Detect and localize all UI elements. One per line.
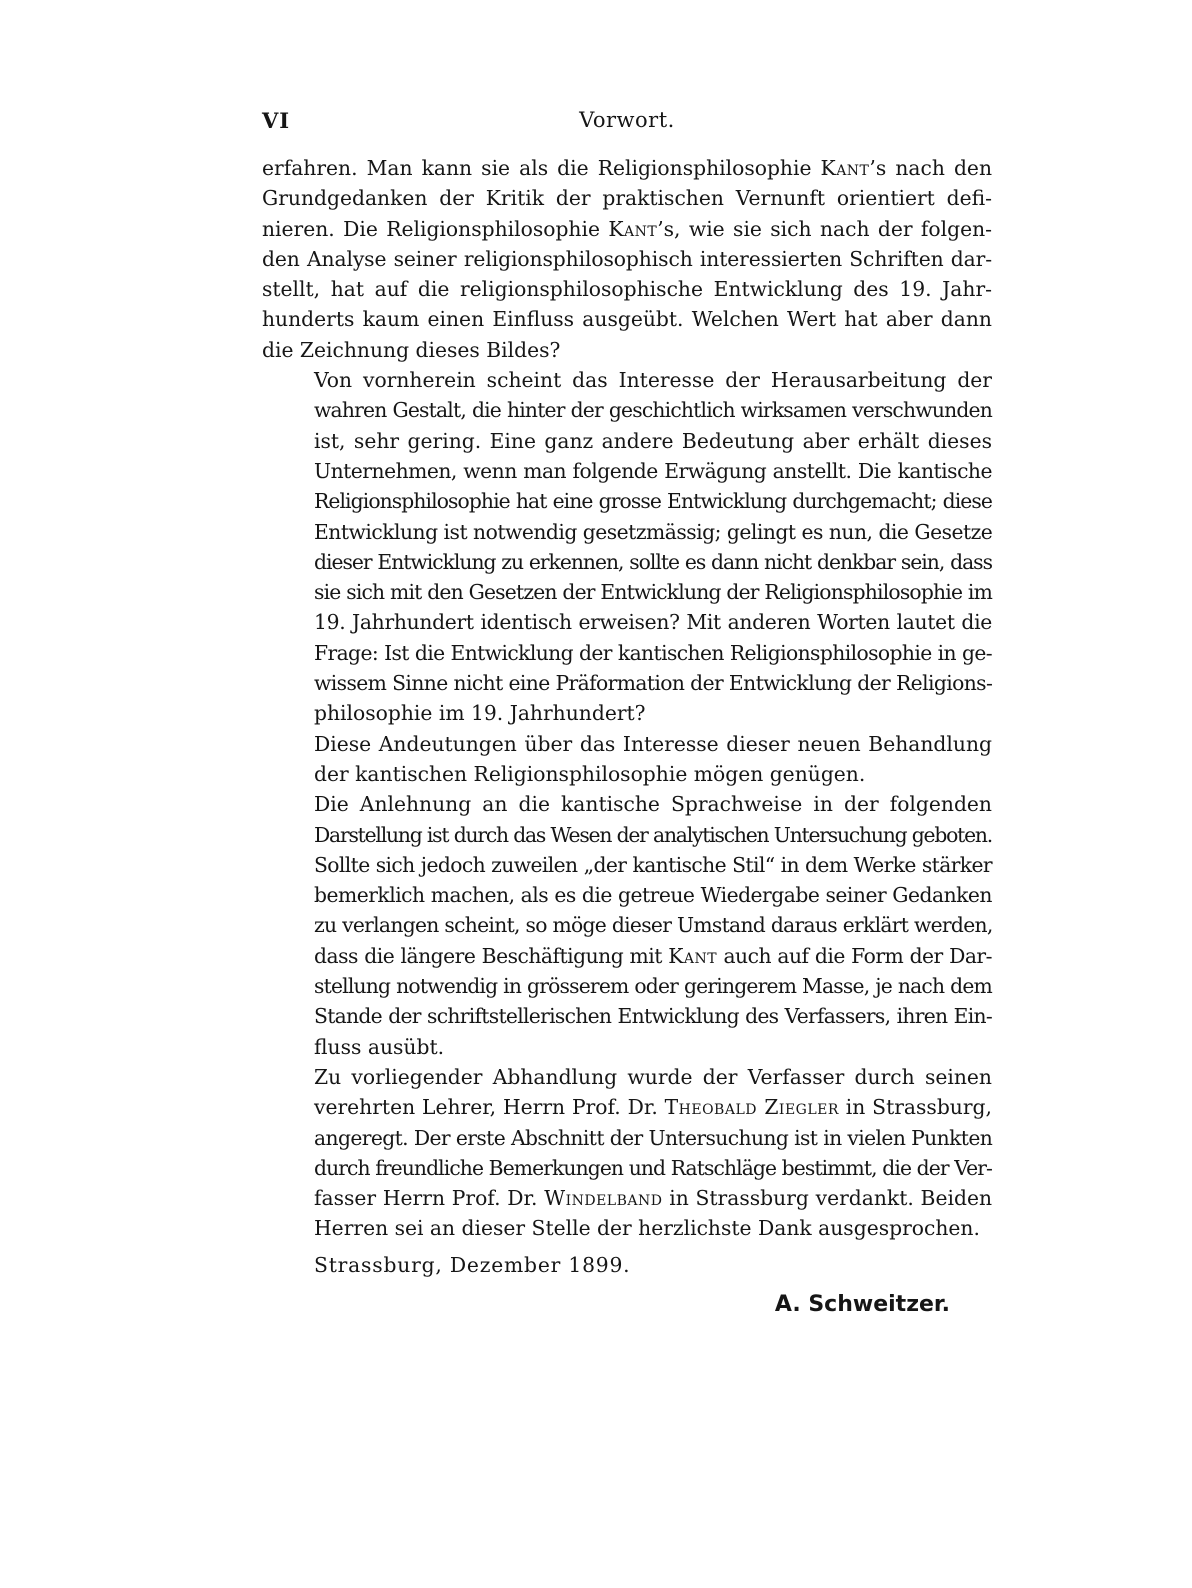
text-line: nieren. Die Religionsphilosophie Kant’s, wie sie sich nach der folgen- [262,216,992,241]
text-line: stellung notwendig in grösserem oder geringerem Masse, je nach dem [314,974,992,999]
text-line: Unternehmen, wenn man folgende Erwägung anstellt. Die kantische [314,458,992,483]
running-title: Vorwort. [579,108,675,132]
text-line: dieser Entwicklung zu erkennen, sollte es dann nicht denkbar sein, dass [314,549,992,574]
paragraph [262,153,992,365]
text-line: fasser Herrn Prof. Dr. Windelband in Strassburg verdankt. Beiden [314,1186,993,1211]
text-line: bemerklich machen, als es die getreue Wiedergabe seiner Gedanken [314,883,992,908]
text-line: Zu vorliegender Abhandlung wurde der Verfasser durch seinen [314,1064,992,1089]
text-line: Stande der schriftstellerischen Entwicklung des Verfassers, ihren Ein- [314,1004,992,1029]
text-line: Entwicklung ist notwendig gesetzmässig; gelingt es nun, die Gesetze [314,519,993,544]
text-line: verehrten Lehrer, Herrn Prof. Dr. Theobald Ziegler in Strassburg, [314,1095,992,1120]
name-smallcaps: Theobald Ziegler [664,1095,839,1120]
text-body [262,153,992,1320]
paragraph [262,729,992,790]
name-smallcaps: Kant [820,156,870,180]
text-line: Die Anlehnung an die kantische Sprachweise in der folgenden [314,792,992,817]
text-line: erfahren. Man kann sie als die Religionsphilosophie Kant’s nach den [262,156,993,180]
text-line: wahren Gestalt, die hinter der geschichtlich wirksamen verschwunden [314,398,992,423]
text-line: zu verlangen scheint, so möge dieser Umstand daraus erklärt werden, [314,913,993,938]
text-line: der kantischen Religionsphilosophie mögen genügen. [314,761,866,786]
text-line: Diese Andeutungen über das Interesse dieser neuen Behandlung [314,731,992,756]
signature: A. Schweitzer. [774,1291,950,1317]
text-line: durch freundliche Bemerkungen und Ratschläge bestimmt, die der Ver- [314,1155,992,1180]
page-number: VI [262,108,291,133]
name-smallcaps: Windelband [544,1186,663,1211]
text-line: Grundgedanken der Kritik der praktischen Vernunft orientiert defi- [262,186,992,211]
text-line: die Zeichnung dieses Bildes? [262,337,561,362]
text-line: Frage: Ist die Entwicklung der kantischen Religionsphilosophie in ge- [314,640,992,665]
text-line: hunderts kaum einen Einfluss ausgeübt. Welchen Wert hat aber dann [262,307,992,332]
paragraph [262,365,992,729]
text-line: Herren sei an dieser Stelle der herzlichste Dank ausgesprochen. [314,1216,980,1241]
text-line: philosophie im 19. Jahrhundert? [314,701,646,726]
name-smallcaps: Kant [608,216,658,241]
page-header [262,108,992,138]
text-line: 19. Jahrhundert identisch erweisen? Mit anderen Worten lautet die [314,610,992,635]
paragraph [262,1062,992,1244]
text-line: Darstellung ist durch das Wesen der analytischen Untersuchung geboten. [314,822,992,847]
text-line: Sollte sich jedoch zuweilen „der kantische Stil“ in dem Werke stärker [314,852,992,877]
text-line: fluss ausübt. [314,1034,445,1059]
place-date: Strassburg, Dezember 1899. [314,1252,631,1277]
text-line: dass die längere Beschäftigung mit Kant auch auf die Form der Dar- [314,943,992,968]
text-line: ist, sehr gering. Eine ganz andere Bedeutung aber erhält dieses [314,428,992,453]
text-line: stellt, hat auf die religionsphilosophische Entwicklung des 19. Jahr- [262,277,992,302]
text-line: angeregt. Der erste Abschnitt der Untersuchung ist in vielen Punkten [314,1125,993,1150]
text-line: wissem Sinne nicht eine Präformation der Entwicklung der Religions- [314,671,993,696]
text-line: sie sich mit den Gesetzen der Entwicklung der Religionsphilosophie im [314,580,992,605]
text-line: Von vornherein scheint das Interesse der Herausarbeitung der [314,368,992,393]
name-smallcaps: Kant [668,943,718,968]
text-line: den Analyse seiner religionsphilosophisch interessierten Schriften dar- [262,246,992,271]
text-line: Religionsphilosophie hat eine grosse Entwicklung durchgemacht; diese [314,489,992,514]
paragraphs [262,153,992,1244]
paragraph [262,789,992,1062]
